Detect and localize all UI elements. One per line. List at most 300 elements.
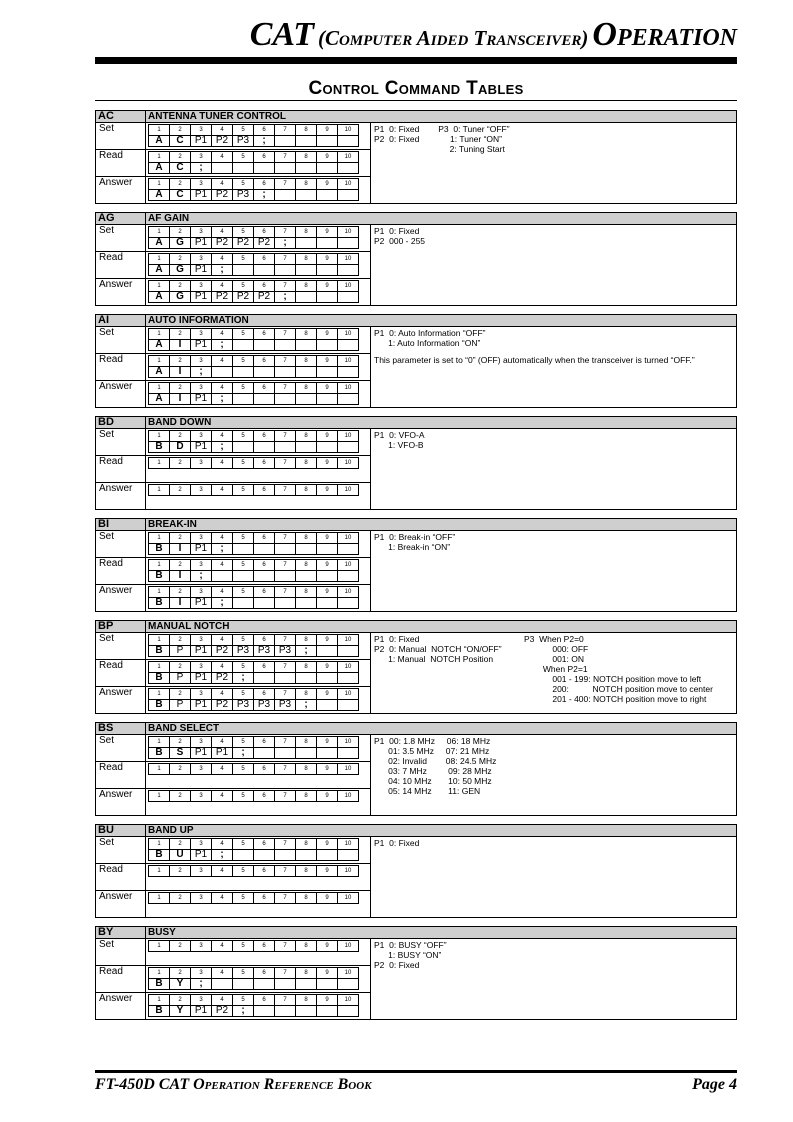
page-title bbox=[95, 16, 737, 56]
byte-index: 4 bbox=[212, 152, 233, 163]
byte-value: A bbox=[149, 367, 170, 378]
byte-index: 7 bbox=[275, 839, 296, 850]
command-code: AI bbox=[98, 314, 109, 326]
label-column-divider bbox=[145, 938, 146, 1019]
byte-index: 6 bbox=[254, 485, 275, 496]
byte-value bbox=[275, 394, 296, 405]
byte-index: 1 bbox=[149, 662, 170, 673]
byte-index: 2 bbox=[170, 356, 191, 367]
byte-value: B bbox=[149, 571, 170, 582]
byte-value bbox=[254, 340, 275, 351]
row-label-read: Read bbox=[99, 762, 123, 773]
byte-index: 2 bbox=[170, 689, 191, 700]
byte-index: 4 bbox=[212, 791, 233, 802]
byte-value bbox=[275, 571, 296, 582]
byte-value bbox=[296, 163, 317, 174]
byte-index: 7 bbox=[275, 533, 296, 544]
row-label-answer: Answer bbox=[99, 483, 133, 494]
command-name: BREAK-IN bbox=[148, 519, 197, 530]
byte-index: 10 bbox=[338, 866, 359, 877]
byte-value bbox=[275, 163, 296, 174]
row-label-read: Read bbox=[99, 558, 123, 569]
byte-value bbox=[317, 850, 338, 861]
parameter-description: P1 00: 1.8 MHz 06: 18 MHz 01: 3.5 MHz 07: 21 MHz 02: Invalid 08: 24.5 MHz 03: 7 MHz 09: 28 MHz 04: 10 MHz 10: 50 MHz 05: 14 MHz 11: GEN bbox=[374, 736, 497, 796]
byte-index: 3 bbox=[191, 485, 212, 496]
byte-index: 8 bbox=[296, 662, 317, 673]
byte-index: 1 bbox=[149, 839, 170, 850]
header-divider bbox=[145, 315, 146, 326]
byte-index: 5 bbox=[233, 125, 254, 136]
command-format-grid bbox=[148, 382, 359, 405]
row-label-set: Set bbox=[99, 939, 115, 950]
byte-value bbox=[275, 340, 296, 351]
byte-index: 10 bbox=[338, 458, 359, 469]
row-divider bbox=[96, 584, 371, 585]
byte-value bbox=[296, 1006, 317, 1017]
byte-index: 9 bbox=[317, 941, 338, 952]
footer-rule bbox=[95, 1070, 737, 1073]
byte-value: U bbox=[170, 850, 191, 861]
byte-value bbox=[296, 292, 317, 303]
row-label-read: Read bbox=[99, 966, 123, 977]
byte-value: C bbox=[170, 163, 191, 174]
byte-index: 6 bbox=[254, 431, 275, 442]
byte-value bbox=[275, 190, 296, 201]
byte-value bbox=[275, 442, 296, 453]
byte-index: 4 bbox=[212, 689, 233, 700]
command-format-grid bbox=[148, 457, 359, 469]
byte-index: 5 bbox=[233, 383, 254, 394]
byte-index: 1 bbox=[149, 383, 170, 394]
byte-value: Y bbox=[170, 1006, 191, 1017]
byte-index: 7 bbox=[275, 254, 296, 265]
byte-value bbox=[212, 979, 233, 990]
byte-value: B bbox=[149, 979, 170, 990]
byte-index: 9 bbox=[317, 125, 338, 136]
byte-index: 9 bbox=[317, 281, 338, 292]
byte-index: 1 bbox=[149, 125, 170, 136]
byte-value bbox=[296, 136, 317, 147]
byte-index: 1 bbox=[149, 356, 170, 367]
byte-value bbox=[212, 163, 233, 174]
command-code: BY bbox=[98, 926, 114, 938]
byte-value: P2 bbox=[212, 292, 233, 303]
byte-value: G bbox=[170, 238, 191, 249]
byte-index: 3 bbox=[191, 968, 212, 979]
byte-index: 6 bbox=[254, 689, 275, 700]
byte-index: 10 bbox=[338, 485, 359, 496]
byte-value: ; bbox=[212, 598, 233, 609]
byte-index: 2 bbox=[170, 635, 191, 646]
command-section-ai bbox=[95, 314, 737, 406]
command-name: BUSY bbox=[148, 927, 176, 938]
byte-value: ; bbox=[212, 442, 233, 453]
byte-index: 3 bbox=[191, 587, 212, 598]
byte-index: 10 bbox=[338, 383, 359, 394]
byte-value bbox=[254, 265, 275, 276]
command-format-grid bbox=[148, 559, 359, 582]
row-divider bbox=[96, 482, 371, 483]
byte-value: ; bbox=[254, 136, 275, 147]
byte-index: 7 bbox=[275, 485, 296, 496]
parameter-description: P1 0: VFO-A 1: VFO-B bbox=[374, 430, 425, 450]
command-name: BAND DOWN bbox=[148, 417, 212, 428]
byte-index: 10 bbox=[338, 281, 359, 292]
byte-index: 4 bbox=[212, 431, 233, 442]
header-divider bbox=[145, 111, 146, 122]
byte-index: 10 bbox=[338, 152, 359, 163]
byte-value: B bbox=[149, 1006, 170, 1017]
command-name: AF GAIN bbox=[148, 213, 190, 224]
byte-value bbox=[317, 190, 338, 201]
row-divider bbox=[96, 380, 371, 381]
byte-index: 10 bbox=[338, 689, 359, 700]
byte-index: 1 bbox=[149, 968, 170, 979]
byte-value bbox=[254, 367, 275, 378]
byte-index: 3 bbox=[191, 995, 212, 1006]
byte-index: 10 bbox=[338, 737, 359, 748]
byte-index: 5 bbox=[233, 533, 254, 544]
byte-value: P2 bbox=[233, 238, 254, 249]
byte-index: 10 bbox=[338, 791, 359, 802]
byte-value bbox=[338, 598, 359, 609]
byte-index: 5 bbox=[233, 431, 254, 442]
byte-index: 4 bbox=[212, 635, 233, 646]
byte-value bbox=[338, 850, 359, 861]
header-divider bbox=[145, 723, 146, 734]
byte-index: 3 bbox=[191, 254, 212, 265]
command-section-ag bbox=[95, 212, 737, 304]
byte-value: P3 bbox=[275, 700, 296, 711]
command-name: BAND UP bbox=[148, 825, 194, 836]
byte-index: 6 bbox=[254, 839, 275, 850]
byte-index: 7 bbox=[275, 968, 296, 979]
byte-value bbox=[317, 238, 338, 249]
byte-value bbox=[317, 544, 338, 555]
byte-value bbox=[338, 544, 359, 555]
byte-value: C bbox=[170, 190, 191, 201]
command-body bbox=[95, 428, 737, 510]
byte-value: ; bbox=[212, 340, 233, 351]
command-body bbox=[95, 224, 737, 306]
byte-index: 5 bbox=[233, 152, 254, 163]
byte-value bbox=[254, 163, 275, 174]
byte-index: 2 bbox=[170, 839, 191, 850]
byte-index: 8 bbox=[296, 866, 317, 877]
command-format-grid bbox=[148, 484, 359, 496]
byte-index: 4 bbox=[212, 995, 233, 1006]
description-column-divider bbox=[370, 734, 371, 815]
byte-index: 6 bbox=[254, 941, 275, 952]
byte-index: 6 bbox=[254, 254, 275, 265]
byte-index: 4 bbox=[212, 227, 233, 238]
row-divider bbox=[96, 455, 371, 456]
parameter-description: P1 0: BUSY “OFF” 1: BUSY “ON” P2 0: Fixed bbox=[374, 940, 447, 970]
byte-index: 5 bbox=[233, 485, 254, 496]
byte-value: ; bbox=[296, 700, 317, 711]
description-column-divider bbox=[370, 224, 371, 305]
byte-value bbox=[275, 748, 296, 759]
byte-value bbox=[338, 700, 359, 711]
byte-value bbox=[317, 163, 338, 174]
command-section-bp bbox=[95, 620, 737, 712]
byte-index: 10 bbox=[338, 635, 359, 646]
command-format-grid bbox=[148, 430, 359, 453]
parameter-description: P1 0: Fixed bbox=[374, 838, 420, 848]
byte-value: P bbox=[170, 673, 191, 684]
byte-value: D bbox=[170, 442, 191, 453]
byte-value bbox=[317, 598, 338, 609]
command-body bbox=[95, 530, 737, 612]
parameter-description: P1 0: Fixed P2 0: Manual NOTCH “ON/OFF” 1: Manual NOTCH Position bbox=[374, 634, 502, 664]
byte-index: 6 bbox=[254, 866, 275, 877]
byte-index: 9 bbox=[317, 485, 338, 496]
byte-index: 7 bbox=[275, 764, 296, 775]
byte-index: 3 bbox=[191, 866, 212, 877]
parameter-description: P1 0: Auto Information “OFF” 1: Auto Information “ON” bbox=[374, 328, 486, 348]
byte-value: P3 bbox=[275, 646, 296, 657]
row-label-answer: Answer bbox=[99, 381, 133, 392]
byte-value: ; bbox=[212, 850, 233, 861]
row-label-set: Set bbox=[99, 837, 115, 848]
byte-index: 5 bbox=[233, 893, 254, 904]
description-column-divider bbox=[370, 632, 371, 713]
byte-value bbox=[338, 571, 359, 582]
command-code: AG bbox=[98, 212, 115, 224]
byte-index: 6 bbox=[254, 356, 275, 367]
byte-value: ; bbox=[212, 544, 233, 555]
byte-value: P1 bbox=[191, 136, 212, 147]
byte-index: 8 bbox=[296, 227, 317, 238]
byte-index: 8 bbox=[296, 383, 317, 394]
byte-value bbox=[275, 544, 296, 555]
byte-value bbox=[317, 700, 338, 711]
byte-index: 5 bbox=[233, 281, 254, 292]
byte-value: ; bbox=[275, 238, 296, 249]
byte-value: P1 bbox=[191, 1006, 212, 1017]
byte-index: 6 bbox=[254, 533, 275, 544]
row-divider bbox=[96, 278, 371, 279]
byte-index: 1 bbox=[149, 152, 170, 163]
byte-index: 1 bbox=[149, 893, 170, 904]
byte-value bbox=[254, 544, 275, 555]
byte-index: 5 bbox=[233, 941, 254, 952]
label-column-divider bbox=[145, 326, 146, 407]
command-code: BS bbox=[98, 722, 114, 734]
byte-value bbox=[296, 748, 317, 759]
byte-value: ; bbox=[191, 163, 212, 174]
byte-index: 7 bbox=[275, 791, 296, 802]
command-format-grid bbox=[148, 532, 359, 555]
command-name: ANTENNA TUNER CONTROL bbox=[148, 111, 286, 122]
byte-value bbox=[254, 850, 275, 861]
byte-value bbox=[296, 394, 317, 405]
byte-index: 4 bbox=[212, 560, 233, 571]
byte-value bbox=[296, 340, 317, 351]
byte-index: 10 bbox=[338, 968, 359, 979]
byte-value: B bbox=[149, 700, 170, 711]
byte-index: 8 bbox=[296, 356, 317, 367]
subtitle-underline bbox=[95, 100, 737, 101]
byte-index: 8 bbox=[296, 125, 317, 136]
command-section-by bbox=[95, 926, 737, 1018]
byte-index: 8 bbox=[296, 995, 317, 1006]
label-column-divider bbox=[145, 428, 146, 509]
byte-index: 6 bbox=[254, 587, 275, 598]
byte-index: 8 bbox=[296, 560, 317, 571]
row-divider bbox=[96, 965, 371, 966]
byte-value: P2 bbox=[212, 646, 233, 657]
byte-index: 8 bbox=[296, 254, 317, 265]
command-section-bs bbox=[95, 722, 737, 814]
byte-index: 4 bbox=[212, 458, 233, 469]
byte-index: 9 bbox=[317, 893, 338, 904]
byte-value bbox=[317, 394, 338, 405]
byte-index: 8 bbox=[296, 968, 317, 979]
title-cat: CAT bbox=[249, 16, 314, 53]
command-format-grid bbox=[148, 634, 359, 657]
byte-value bbox=[296, 673, 317, 684]
row-label-set: Set bbox=[99, 531, 115, 542]
byte-value: P1 bbox=[191, 394, 212, 405]
description-column-divider bbox=[370, 326, 371, 407]
byte-value bbox=[254, 673, 275, 684]
byte-index: 5 bbox=[233, 356, 254, 367]
byte-index: 6 bbox=[254, 764, 275, 775]
byte-index: 4 bbox=[212, 968, 233, 979]
command-body bbox=[95, 122, 737, 204]
byte-index: 4 bbox=[212, 866, 233, 877]
byte-index: 6 bbox=[254, 125, 275, 136]
label-column-divider bbox=[145, 632, 146, 713]
byte-index: 6 bbox=[254, 791, 275, 802]
row-label-set: Set bbox=[99, 327, 115, 338]
byte-value: P1 bbox=[191, 700, 212, 711]
row-label-set: Set bbox=[99, 225, 115, 236]
byte-index: 9 bbox=[317, 587, 338, 598]
byte-index: 7 bbox=[275, 737, 296, 748]
byte-value: ; bbox=[191, 571, 212, 582]
byte-index: 8 bbox=[296, 458, 317, 469]
byte-index: 5 bbox=[233, 866, 254, 877]
byte-value: ; bbox=[212, 265, 233, 276]
byte-value: P3 bbox=[233, 700, 254, 711]
byte-index: 4 bbox=[212, 383, 233, 394]
byte-index: 7 bbox=[275, 125, 296, 136]
byte-index: 9 bbox=[317, 866, 338, 877]
row-divider bbox=[96, 251, 371, 252]
byte-value: P2 bbox=[212, 238, 233, 249]
command-format-grid bbox=[148, 994, 359, 1017]
byte-index: 4 bbox=[212, 662, 233, 673]
byte-value: P3 bbox=[254, 700, 275, 711]
byte-index: 9 bbox=[317, 995, 338, 1006]
byte-value bbox=[275, 136, 296, 147]
row-divider bbox=[96, 761, 371, 762]
row-divider bbox=[96, 788, 371, 789]
byte-index: 2 bbox=[170, 866, 191, 877]
byte-index: 3 bbox=[191, 839, 212, 850]
byte-index: 9 bbox=[317, 764, 338, 775]
byte-value: I bbox=[170, 598, 191, 609]
command-format-grid bbox=[148, 355, 359, 378]
byte-value: A bbox=[149, 190, 170, 201]
row-label-set: Set bbox=[99, 429, 115, 440]
byte-value: ; bbox=[191, 979, 212, 990]
byte-value: S bbox=[170, 748, 191, 759]
byte-value: ; bbox=[233, 1006, 254, 1017]
byte-index: 2 bbox=[170, 458, 191, 469]
byte-index: 1 bbox=[149, 560, 170, 571]
byte-value bbox=[317, 136, 338, 147]
byte-value: P3 bbox=[233, 190, 254, 201]
byte-index: 3 bbox=[191, 893, 212, 904]
byte-value bbox=[233, 979, 254, 990]
byte-value: P2 bbox=[233, 292, 254, 303]
byte-value: I bbox=[170, 367, 191, 378]
byte-index: 4 bbox=[212, 125, 233, 136]
byte-value: P1 bbox=[191, 190, 212, 201]
byte-index: 9 bbox=[317, 635, 338, 646]
command-body bbox=[95, 938, 737, 1020]
row-label-read: Read bbox=[99, 150, 123, 161]
byte-index: 3 bbox=[191, 764, 212, 775]
byte-value bbox=[254, 748, 275, 759]
byte-value bbox=[338, 340, 359, 351]
row-divider bbox=[96, 353, 371, 354]
byte-index: 10 bbox=[338, 662, 359, 673]
byte-value: P1 bbox=[212, 748, 233, 759]
byte-index: 7 bbox=[275, 329, 296, 340]
byte-value: B bbox=[149, 442, 170, 453]
parameter-description: P1 0: Break-in “OFF” 1: Break-in “ON” bbox=[374, 532, 456, 552]
byte-index: 10 bbox=[338, 254, 359, 265]
byte-index: 2 bbox=[170, 662, 191, 673]
byte-index: 9 bbox=[317, 152, 338, 163]
byte-value bbox=[338, 673, 359, 684]
byte-value: P2 bbox=[212, 1006, 233, 1017]
byte-index: 2 bbox=[170, 737, 191, 748]
byte-index: 10 bbox=[338, 560, 359, 571]
byte-index: 3 bbox=[191, 227, 212, 238]
byte-index: 1 bbox=[149, 179, 170, 190]
title-parenthetical: (Computer Aided Transceiver) bbox=[317, 26, 589, 50]
parameter-description-p3: P3 When P2=0 000: OFF 001: ON When P2=1 001 - 199: NOTCH position move to left 200: NOTCH position move to center 201 - 400: NOTCH position move to right bbox=[524, 634, 713, 704]
byte-index: 9 bbox=[317, 560, 338, 571]
byte-value bbox=[338, 748, 359, 759]
byte-value bbox=[296, 367, 317, 378]
byte-value: C bbox=[170, 136, 191, 147]
byte-value: P2 bbox=[212, 700, 233, 711]
label-column-divider bbox=[145, 734, 146, 815]
row-divider bbox=[96, 176, 371, 177]
byte-index: 1 bbox=[149, 866, 170, 877]
byte-index: 8 bbox=[296, 893, 317, 904]
byte-index: 5 bbox=[233, 662, 254, 673]
header-divider bbox=[145, 213, 146, 224]
description-column-divider bbox=[370, 428, 371, 509]
byte-index: 5 bbox=[233, 791, 254, 802]
byte-index: 7 bbox=[275, 356, 296, 367]
byte-value: B bbox=[149, 544, 170, 555]
byte-value bbox=[254, 394, 275, 405]
row-label-answer: Answer bbox=[99, 279, 133, 290]
byte-index: 2 bbox=[170, 431, 191, 442]
byte-value bbox=[233, 367, 254, 378]
byte-index: 9 bbox=[317, 356, 338, 367]
byte-index: 5 bbox=[233, 968, 254, 979]
description-column-divider bbox=[370, 938, 371, 1019]
